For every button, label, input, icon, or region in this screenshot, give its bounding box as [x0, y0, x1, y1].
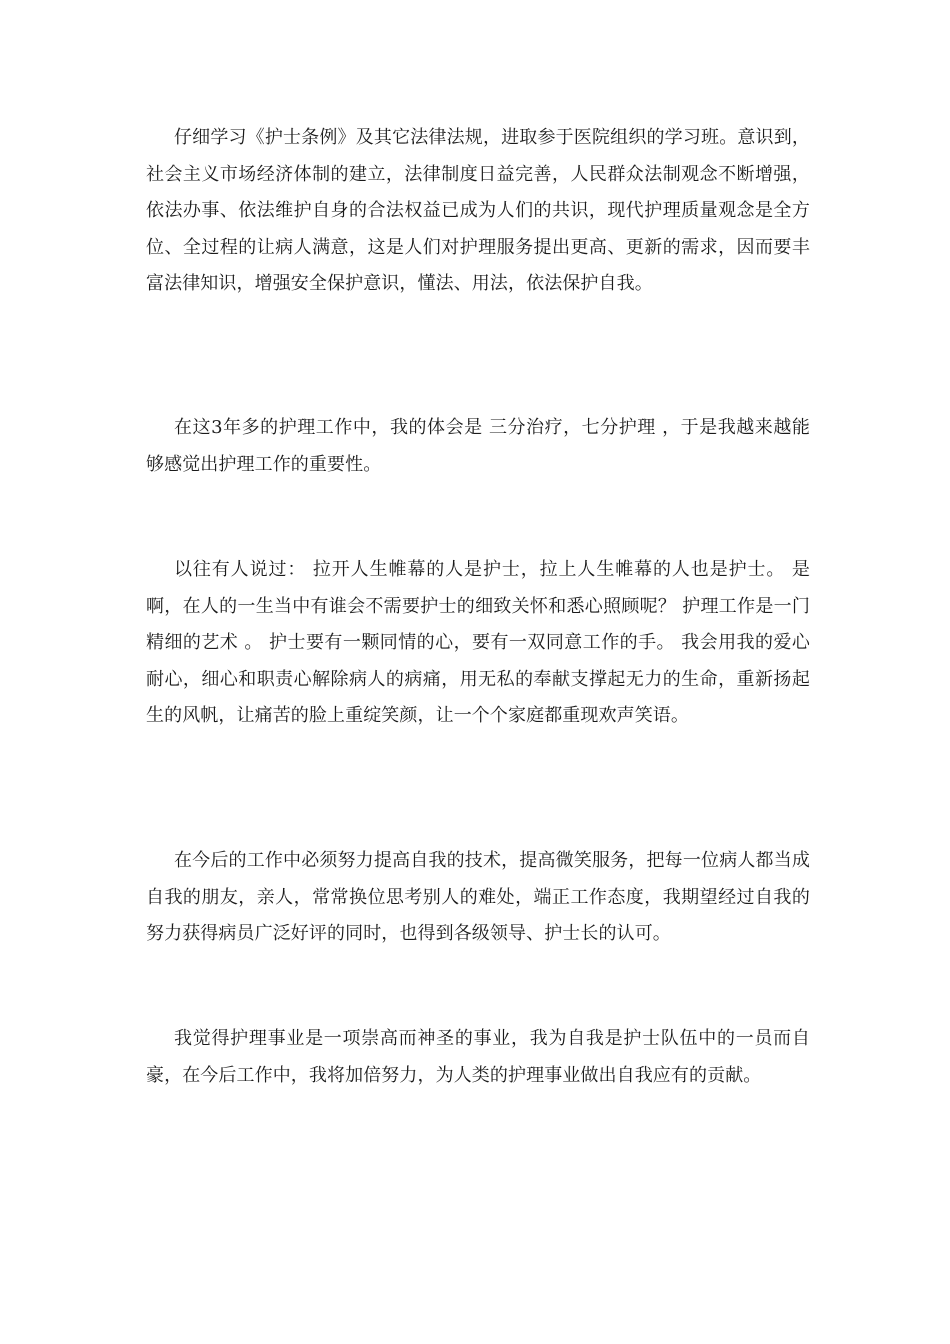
paragraph-pride: 我觉得护理事业是一项崇高而神圣的事业，我为自我是护士队伍中的一员而自豪，在今后工作中，我将加倍努力，为人类的护理事业做出自我应有的贡献。 [146, 1028, 810, 1086]
paragraph-nurse-role: 以往有人说过： 拉开人生帷幕的人是护士，拉上人生帷幕的人也是护士。 是啊，在人的一生当中有谁会不需要护士的细致关怀和悉心照顾呢？ 护理工作是一门精细的艺术 。 护士要有一颗同情的心，要有一双同意工作的手。 我会用我的爱心耐心，细心和职责心解除病人的病痛，用无私的奉献支撑起无力的生命，重新扬起生的风帆，让痛苦的脸上重绽笑颜，让一个个家庭都重现欢声笑语。 [146, 559, 810, 727]
paragraph-future-work: 在今后的工作中必须努力提高自我的技术，提高微笑服务，把每一位病人都当成自我的朋友，亲人，常常换位思考别人的难处，端正工作态度，我期望经过自我的努力获得病员广泛好评的同时，也得到各级领导、护士长的认可。 [146, 850, 810, 945]
paragraph-nursing-importance: 在这3年多的护理工作中，我的体会是 三分治疗，七分护理 ，于是我越来越能够感觉出护理工作的重要性。 [146, 417, 810, 475]
paragraph-law-study: 仔细学习《护士条例》及其它法律法规，进取参于医院组织的学习班。意识到，社会主义市场经济体制的建立，法律制度日益完善，人民群众法制观念不断增强，依法办事、依法维护自身的合法权益已成为人们的共识，现代护理质量观念是全方位、全过程的让病人满意，这是人们对护理服务提出更高、更新的需求，因而要丰富法律知识，增强安全保护意识，懂法、用法，依法保护自我。 [146, 127, 810, 295]
